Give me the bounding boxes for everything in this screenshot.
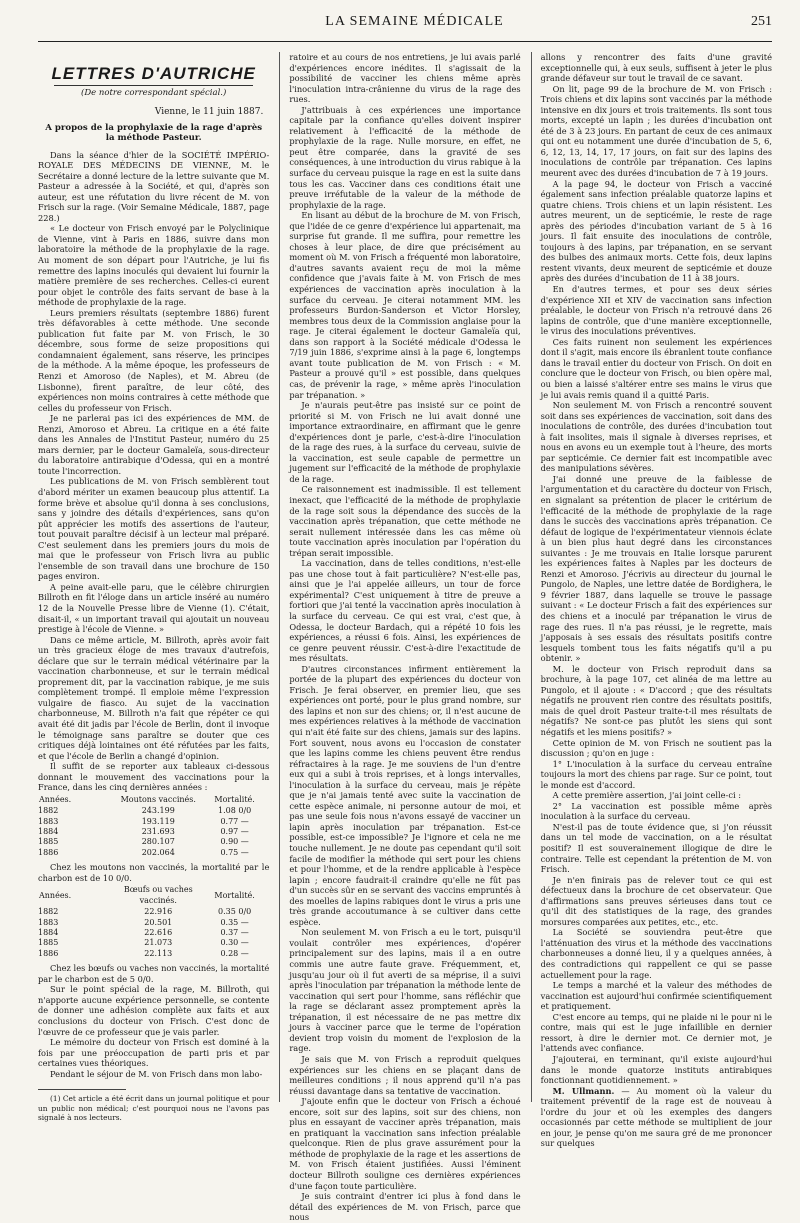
table-header: Bœufs ou vaches vaccinés.	[123, 885, 193, 905]
table-cell: 0.35 0/0	[218, 907, 252, 917]
table-cell: 0.77 —	[220, 816, 249, 826]
paragraph: Non seulement M. von Frisch a rencontré souvent soit dans ses expériences de vaccination, soit dans des inoculations de contrôle, des durées d'incubation tout à fait insolites, mais il signale à diverses reprises, et nous en avons eu un exemple tout à l'heure, des morts par septicémie. Ce dernier fait est incompatible avec des manipulations sévères.	[540, 400, 772, 474]
footnote: (1) Cet article a été écrit dans un journal politique et pour un public non médical; c'est pourquoi nous ne l'avons pas signalé à nos lecteurs.	[38, 1094, 270, 1123]
table-row	[38, 837, 269, 847]
paragraph: Cette opinion de M. von Frisch ne soutient pas la discussion ; qu'on en juge :	[540, 737, 772, 759]
table-row	[38, 938, 269, 948]
paragraph: Chez les bœufs ou vaches non vaccinés, la mortalité par le charbon est de 5 0/0.	[38, 963, 270, 984]
column-2	[279, 52, 521, 1223]
paragraph: Dans la séance d'hier de la SOCIÉTÉ IMPÉRIO-ROYALE DES MÉDECINS DE VIENNE, M. le Secrétaire a donné lecture de la lettre suivante que M. Pasteur a adressée à la Société, et qui, d'après son auteur, est une réfutation du livre récent de M. von Frisch sur la rage. (Voir Semaine Médicale, 1887, page 228.)	[38, 149, 270, 223]
table-cell: 1884	[38, 928, 59, 938]
table-cell: 1885	[38, 938, 59, 948]
table-cell: 0.30 —	[220, 938, 249, 948]
table-header: Mortalité.	[214, 890, 255, 900]
table-cell: 1882	[38, 806, 59, 816]
table-header: Mortalité.	[214, 794, 255, 804]
table-header: Moutons vaccinés.	[120, 794, 196, 804]
table-cell: 243.199	[141, 806, 175, 816]
table-cell: 0.28 —	[220, 948, 249, 958]
paragraph: Non seulement M. von Frisch a eu le tort, puisqu'il voulait contrôler mes expériences, d'opérer principalement sur des lapins, mais il a en outre commis une autre faute grave. Fréquemment, et, jusqu'au jour où il fut averti de sa méprise, il a suivi après l'inoculation par trépanation la méthode lente de vaccination qui sert pour l'homme, sans réfléchir que la rage se déclarant assez promptement après la trépanation, il est nécessaire de ne pas mettre dix jours à vacciner parce que le terme de l'opération devient trop voisin du moment de l'explosion de la rage.	[289, 927, 521, 1054]
table-cell: 0.75 —	[220, 847, 249, 857]
paragraph: 2° La vaccination est possible même après inoculation à la surface du cerveau.	[540, 800, 772, 822]
paragraph: Ces faits ruinent non seulement les expériences dont il s'agit, mais encore ils ébranlent toute confiance dans le travail entier du docteur von Frisch. On doit en conclure que le docteur von Frisch, ou bien opère mal, ou bien a laissé s'altérer entre ses mains le virus que je lui avais remis quand il a quitté Paris.	[540, 336, 772, 400]
table-cell: 1886	[38, 948, 59, 958]
table-cell: 22.916	[144, 907, 173, 917]
table-cell: 1886	[38, 847, 59, 857]
table-row	[38, 928, 269, 938]
table-cell: 0.90 —	[220, 837, 249, 847]
paragraph: M. le docteur von Frisch reproduit dans sa brochure, à la page 107, cet alinéa de ma lettre au Pungolo, et il ajoute : « D'accord ; que des résultats négatifs ne prouvent rien contre des résultats positifs, mais de quel droit Pasteur traite-t-il mes résultats de négatifs? Ne sont-ce pas plutôt les siens qui sont négatifs et les miens positifs? »	[540, 663, 772, 737]
speaker-name: M. Ullmann.	[552, 1085, 615, 1096]
table-row	[38, 949, 269, 959]
table-cell: 1885	[38, 837, 59, 847]
table-cell: 1883	[38, 816, 59, 826]
article-title: A propos de la prophylaxie de la rage d'après la méthode Pasteur.	[45, 123, 263, 144]
paragraph: J'ajouterai, en terminant, qu'il existe aujourd'hui dans le monde quatorze instituts antirabiques fonctionnant quotidiennement. »	[540, 1053, 772, 1086]
paragraph: En lisant au début de la brochure de M. von Frisch, que l'idée de ce genre d'expérience lui appartenait, ma surprise fut grande. Il me suffira, pour remettre les choses à leur place, de dire que précisément au moment où M. von Frisch a fréquenté mon laboratoire, d'autres savants avaient reçu de moi la même confidence que j'avais faite à M. von Frisch de mes expériences de vaccination après inoculation à la surface du cerveau. Je citerai notamment MM. les professeurs Burdon-Sanderson et Victor Horsley, membres tous deux de la Commission anglaise pour la rage. Je citerai également le docteur Gamaleïa qui, dans son rapport à la Société médicale d'Odessa le 7/19 juin 1886, s'exprime ainsi à la page 6, longtemps avant toute publication de M. von Frisch : « M. Pasteur a prouvé qu'il » est possible, dans quelques cas, de prévenir la rage, » même après l'inoculation par trépanation. »	[289, 210, 521, 400]
paragraph: Pendant le séjour de M. von Frisch dans mon labo-	[50, 1068, 263, 1079]
paragraph: Je ne parlerai pas ici des expériences de MM. de Renzi, Amoroso et Abreu. La critique en a été faite dans les Annales de l'Institut Pasteur, numéro du 25 mars dernier, par le docteur Gamaleïa, sous-directeur du laboratoire antirabique d'Odessa, qui en a montré toute l'incorrection.	[38, 413, 270, 476]
paragraph	[541, 1086, 772, 1149]
table-cell: 0.37 —	[220, 928, 249, 938]
paragraph: La Société se souviendra peut-être que l'atténuation des virus et la méthode des vaccinations charbonneuses a donné lieu, il y a quelques années, à des contradictions qui rappellent ce qui se passe actuellement pour la rage.	[540, 927, 772, 980]
paragraph: Les publications de M. von Frisch semblèrent tout d'abord mériter un examen beaucoup plus attentif. La forme brève et absolue qu'il donna à ses conclusions, sans y joindre des détails d'expériences, sans qu'on pût apprécier les motifs des assertions de l'auteur, tout pouvait paraître décisif à un lecteur mal préparé. C'est seulement dans les premiers jours du mois de mai que le professeur von Frisch livra au public l'ensemble de son travail dans une brochure de 150 pages environ.	[38, 476, 270, 582]
dateline: Vienne, le 11 juin 1887.	[154, 106, 264, 117]
table-row	[38, 827, 269, 837]
table-cell: 20.501	[144, 917, 173, 927]
paragraph: Je suis contraint d'entrer ici plus à fond dans le détail des expériences de M. von Frisch, parce que nous	[289, 1191, 521, 1223]
table-cell: 21.073	[144, 938, 173, 948]
paragraph: Chez les moutons non vaccinés, la mortalité par le charbon est de 10 0/0.	[38, 862, 270, 883]
table-header: Années.	[39, 890, 72, 900]
table-cell: 202.064	[141, 847, 175, 857]
page-number: 251	[751, 14, 772, 29]
table-cell: 193.119	[141, 816, 175, 826]
section-title-rule	[54, 85, 253, 86]
paragraph: A cette première assertion, j'ai joint celle-ci :	[552, 790, 741, 801]
running-header	[38, 0, 772, 42]
table-cell: 231.693	[141, 827, 175, 837]
column-1	[38, 52, 270, 1123]
footnote-rule	[38, 1089, 126, 1090]
paragraph: « Le docteur von Frisch envoyé par le Polyclinique de Vienne, vint à Paris en 1886, suivre dans mon laboratoire la méthode de la prophylaxie de la rage. Au moment de son départ pour l'Autriche, je lui fis remettre des lapins inoculés qui devaient lui fournir la matière première de ses recherches. Celles-ci eurent pour objet le contrôle des faits servant de base à la méthode de prophylaxie de la rage.	[38, 223, 270, 308]
column-3	[531, 52, 772, 1149]
paragraph: Je n'aurais peut-être pas insisté sur ce point de priorité si M. von Frisch ne lui avait donné une importance extraordinaire, en affirmant que le genre d'expériences dont je parle, c'est-à-dire l'inoculation de la rage des rues, à la surface du cerveau, suivie de la vaccination, est seule capable de permettre un jugement sur l'efficacité de la méthode de prophylaxie de la rage.	[289, 400, 521, 484]
paragraph: En d'autres termes, et pour ses deux séries d'expérience XII et XIV de vaccination sans infection préalable, le docteur von Frisch n'a retrouvé dans 26 lapins de contrôle, que d'une manière exceptionnelle, le virus des inoculations préventives.	[540, 284, 772, 337]
table-header: Années.	[39, 794, 72, 804]
paragraph: 1° L'inoculation à la surface du cerveau entraîne toujours la mort des chiens par rage. Sur ce point, tout le monde est d'accord.	[540, 758, 772, 790]
paragraph: J'ai donné une preuve de la faiblesse de l'argumentation et du caractère du docteur von Frisch, en signalant sa prétention de placer le critérium de l'efficacité de la méthode de prophylaxie de la rage dans le succès des vaccinations après trépanation. Ce défaut de logique de l'expérimentateur viennois éclate à un bien plus haut degré dans les circonstances suivantes : Je me trouvais en Italie lorsque parurent les expériences faites à Naples par les docteurs de Renzi et Amoroso. J'écrivis au directeur du journal le Pungolo, de Naples, une lettre datée de Bordighera, le 9 février 1887, dans laquelle se trouve le passage suivant : « Le docteur Frisch a fait des expériences sur des chiens et a inoculé par trépanation le virus de rage des rues. Il n'a pas réussi, je le regrette, mais j'apposais à ses essais des résultats positifs contre lesquels tombent tous les faits négatifs qu'il a pu obtenir. »	[540, 473, 772, 664]
paragraph: allons y rencontrer des faits d'une gravité exceptionnelle qui, à eux seuls, suffisent à jeter le plus grande défaveur sur tout le travail de ce savant.	[540, 52, 772, 84]
paragraph: A peine avait-elle paru, que le célèbre chirurgien Billroth en fit l'éloge dans un article inséré au numéro 12 de la Nouvelle Presse libre de Vienne (1). C'était, disait-il, « un important travail qui ajoutait un nouveau prestige à l'école de Vienne. »	[38, 581, 270, 635]
paragraph: J'attribuais à ces expériences une importance capitale par la confiance qu'elles doivent inspirer relativement à l'efficacité de la méthode de prophylaxie de la rage. Nulle morsure, en effet, ne peut être comparée, dans la gravité de ses conséquences, à une introduction du virus rabique à la surface du cerveau puisque la rage en est la suite dans tous les cas. Vacciner dans ces conditions était une preuve irréfutable de la valeur de la méthode de prophylaxie de la rage.	[289, 104, 521, 210]
table-cell: 0.35 —	[220, 917, 249, 927]
paragraph: Sur le point spécial de la rage, M. Billroth, qui n'apporte aucune expérience personnelle, se contente de donner une adhésion complète aux faits et aux conclusions du docteur von Frisch. C'est donc de l'œuvre de ce professeur que je vais parler.	[38, 984, 270, 1037]
table-cell: 1883	[38, 917, 59, 927]
table-row	[38, 907, 269, 917]
table-cell: 22.616	[144, 928, 173, 938]
section-title: LETTRES D'AUTRICHE	[51, 64, 256, 83]
table-row	[38, 848, 269, 858]
sheep-vaccination-table	[38, 794, 269, 858]
section-subtitle: (De notre correspondant spécial.)	[81, 88, 227, 98]
table-cell: 1.08 0/0	[218, 806, 252, 816]
table-cell: 280.107	[141, 837, 175, 847]
speaker-text: — Au moment où la valeur du traitement préventif de la rage est de nouveau à l'ordre du jour et où les exemples des dangers occasionnés par cette méthode se multiplient de jour en jour, je pense qu'on me saura gré de me prononcer sur quelques	[540, 1085, 772, 1149]
paragraph: Dans ce même article, M. Billroth, après avoir fait un très gracieux éloge de mes travaux d'autrefois, déclare que sur le terrain médical vétérinaire par la vaccination charbonneuse, et sur le terrain médical proprement dit, par la vaccination rabique, je me suis complètement trompé. Il emploie même l'expression vulgaire de fiasco. Au sujet de la vaccination charbonneuse, M. Billroth n'a fait que répéter ce qui avait été dit jadis par l'école de Berlin, dont il invoque le témoignage sans paraître se douter que ces critiques déjà lointaines ont été réfutées par les faits, et que l'école de Berlin a changé d'opinion.	[38, 634, 270, 761]
paragraph: Ce raisonnement est inadmissible. Il est tellement inexact, que l'efficacité de la méthode de prophylaxie de la rage soit sous la dépendance des succès de la vaccination après trépanation, que cette méthode ne serait nullement intéressée dans les cas même où toute vaccination après inoculation par l'opération du trépan serait impossible.	[289, 484, 521, 558]
paragraph: On lit, page 99 de la brochure de M. von Frisch : Trois chiens et dix lapins sont vaccinés par la méthode intensive en dix jours et trois traitements. Ils sont tous morts, excepté un lapin ; les durées d'incubation ont été de 3 à 23 jours. En partant de ceux de ces animaux qui ont eu notamment une durée d'incubation de 5, 6, 6, 12, 13, 14, 17, 17 jours, on fait sur des lapins des inoculations de contrôle par trépanation. Ces lapins meurent avec des durées d'incubation de 7 à 19 jours.	[540, 83, 772, 179]
paragraph: La vaccination, dans de telles conditions, n'est-elle pas une chose tout à fait particulière? N'est-elle pas, ainsi que je l'ai appelée ailleurs, un tour de force expérimental? C'est uniquement à titre de preuve a fortiori que j'ai tenté la vaccination après inoculation à la surface du cerveau. Ce qui est vrai, c'est que, à Odessa, le docteur Bardach, qui a répété 10 fois les expériences, a réussi 6 fois. Ainsi, les expériences de ce genre peuvent réussir. C'est-à-dire l'exactitude de mes résultats.	[289, 558, 521, 664]
paragraph: A la page 94, le docteur von Frisch a vacciné également sans infection préalable quatorze lapins et quatre chiens. Trois chiens et un lapin résistent. Les autres meurent, un de septicémie, le reste de rage après des périodes d'incubation variant de 5 à 16 jours. Il fait ensuite des inoculations de contrôle, toujours à des lapins, par trépanation, en se servant des bulbes des animaux morts. Cette fois, deux lapins restent vivants, deux meurent de septicémie et douze après des durées d'incubation de 11 à 38 jours.	[540, 178, 772, 284]
paragraph: D'autres circonstances infirment entièrement la portée de la plupart des expériences du docteur von Frisch. Je ferai observer, en premier lieu, que ses expériences ont porté, pour le plus grand nombre, sur des lapins et non sur des chiens; or, il n'est aucune de mes expériences relatives à la méthode de vaccination qui n'ait été faite sur des chiens, jamais sur des lapins. Fort souvent, nous avons eu l'occasion de constater que les lapins comme les chiens peuvent être rendus réfractaires à la rage. Je me souviens de l'un d'entre eux qui a subi à trois reprises, et à longs intervalles, l'inoculation à la surface du cerveau, mais je répète que je n'ai jamais tenté avec suite la vaccination de cette espèce animale, ni personne autour de moi, et pas une seule fois nous n'avons essayé de vacciner un lapin après inoculation par trépanation. Est-ce possible, est-ce impossible? Je l'ignore et cela ne me touche nullement. Je ne doute pas cependant qu'il soit facile de modifier la méthode qui sert pour les chiens et pour l'homme, et de la rendre applicable à l'espèce lapin ; encore faudrait-il craindre qu'elle ne fût pas d'un succès sûr en se servant des vaccins empruntés à des moelles de lapins rabiques dont le virus a pris une très grande accoutumance à se cultiver dans cette espèce.	[289, 663, 521, 927]
table-cell: 1884	[38, 827, 59, 837]
table-cell: 0.97 —	[220, 827, 249, 837]
paragraph: ratoire et au cours de nos entretiens, je lui avais parlé d'expériences encore inédites. Il s'agissait de la possibilité de vacciner les chiens même après l'inoculation intra-crânienne du virus de la rage des rues.	[289, 52, 521, 105]
paragraph: Il suffit de se reporter aux tableaux ci-dessous donnant le mouvement des vaccinations pour la France, dans les cinq dernières années :	[38, 761, 270, 793]
table-row	[38, 817, 269, 827]
paragraph: Le temps a marché et la valeur des méthodes de vaccination est aujourd'hui confirmée scientifiquement et pratiquement.	[540, 980, 772, 1012]
journal-title: LA SEMAINE MÉDICALE	[325, 14, 504, 29]
paragraph: C'est encore au temps, qui ne plaide ni le pour ni le contre, mais qui est le juge infaillible en dernier ressort, à dire le dernier mot. Ce dernier mot, je l'attends avec confiance.	[540, 1011, 772, 1054]
cattle-vaccination-table	[38, 884, 269, 959]
table-cell: 22.113	[144, 948, 173, 958]
table-row	[38, 806, 269, 816]
paragraph: J'ajoute enfin que le docteur von Frisch a échoué encore, soit sur des lapins, soit sur des chiens, non plus en essayant de vacciner après trépanation, mais en pratiquant la vaccination sans infection préalable quelconque. Rien de plus grave assurément pour la méthode de prophylaxie de la rage et les assertions de M. von Frisch étaient justifiées. Aussi l'éminent docteur Billroth souligne ces dernières expériences d'une façon toute particulière.	[289, 1096, 521, 1191]
paragraph: N'est-il pas de toute évidence que, si j'on réussit dans un tel mode de vaccination, on a le résultat positif? Il est souverainement illogique de dire le contraire. Telle est cependant la prétention de M. von Frisch.	[540, 821, 772, 875]
paragraph: Le mémoire du docteur von Frisch est dominé à la fois par une préoccupation de parti pris et par certaines vues théoriques.	[38, 1037, 270, 1069]
table-cell: 1882	[38, 907, 59, 917]
paragraph: Leurs premiers résultats (septembre 1886) furent très défavorables à cette méthode. Une seconde publication fut faite par M. von Frisch, le 30 décembre, sous forme de seize propositions qui condamnaient également, sans réserve, les principes de la méthode. A la même époque, les professeurs de Renzi et Amoroso (de Naples), et M. Abreu (de Lisbonne), firent paraître, de leur côté, des expériences non moins contraires à cette méthode que celles du professeur von Frisch.	[38, 307, 270, 413]
paragraph: Je sais que M. von Frisch a reproduit quelques expériences sur les chiens en se plaçant dans de meilleures conditions ; il nous apprend qu'il n'a pas réussi davantage dans sa tentative de vaccination.	[289, 1053, 521, 1096]
table-row	[38, 918, 269, 928]
paragraph: Je n'en finirais pas de relever tout ce qui est défectueux dans la brochure de cet observateur. Que d'affirmations sans preuves sérieuses dans tout ce qu'il dit des statistiques de la rage, des grandes morsures comparées aux petites, etc., etc.	[540, 874, 772, 927]
text-columns	[38, 52, 772, 1223]
